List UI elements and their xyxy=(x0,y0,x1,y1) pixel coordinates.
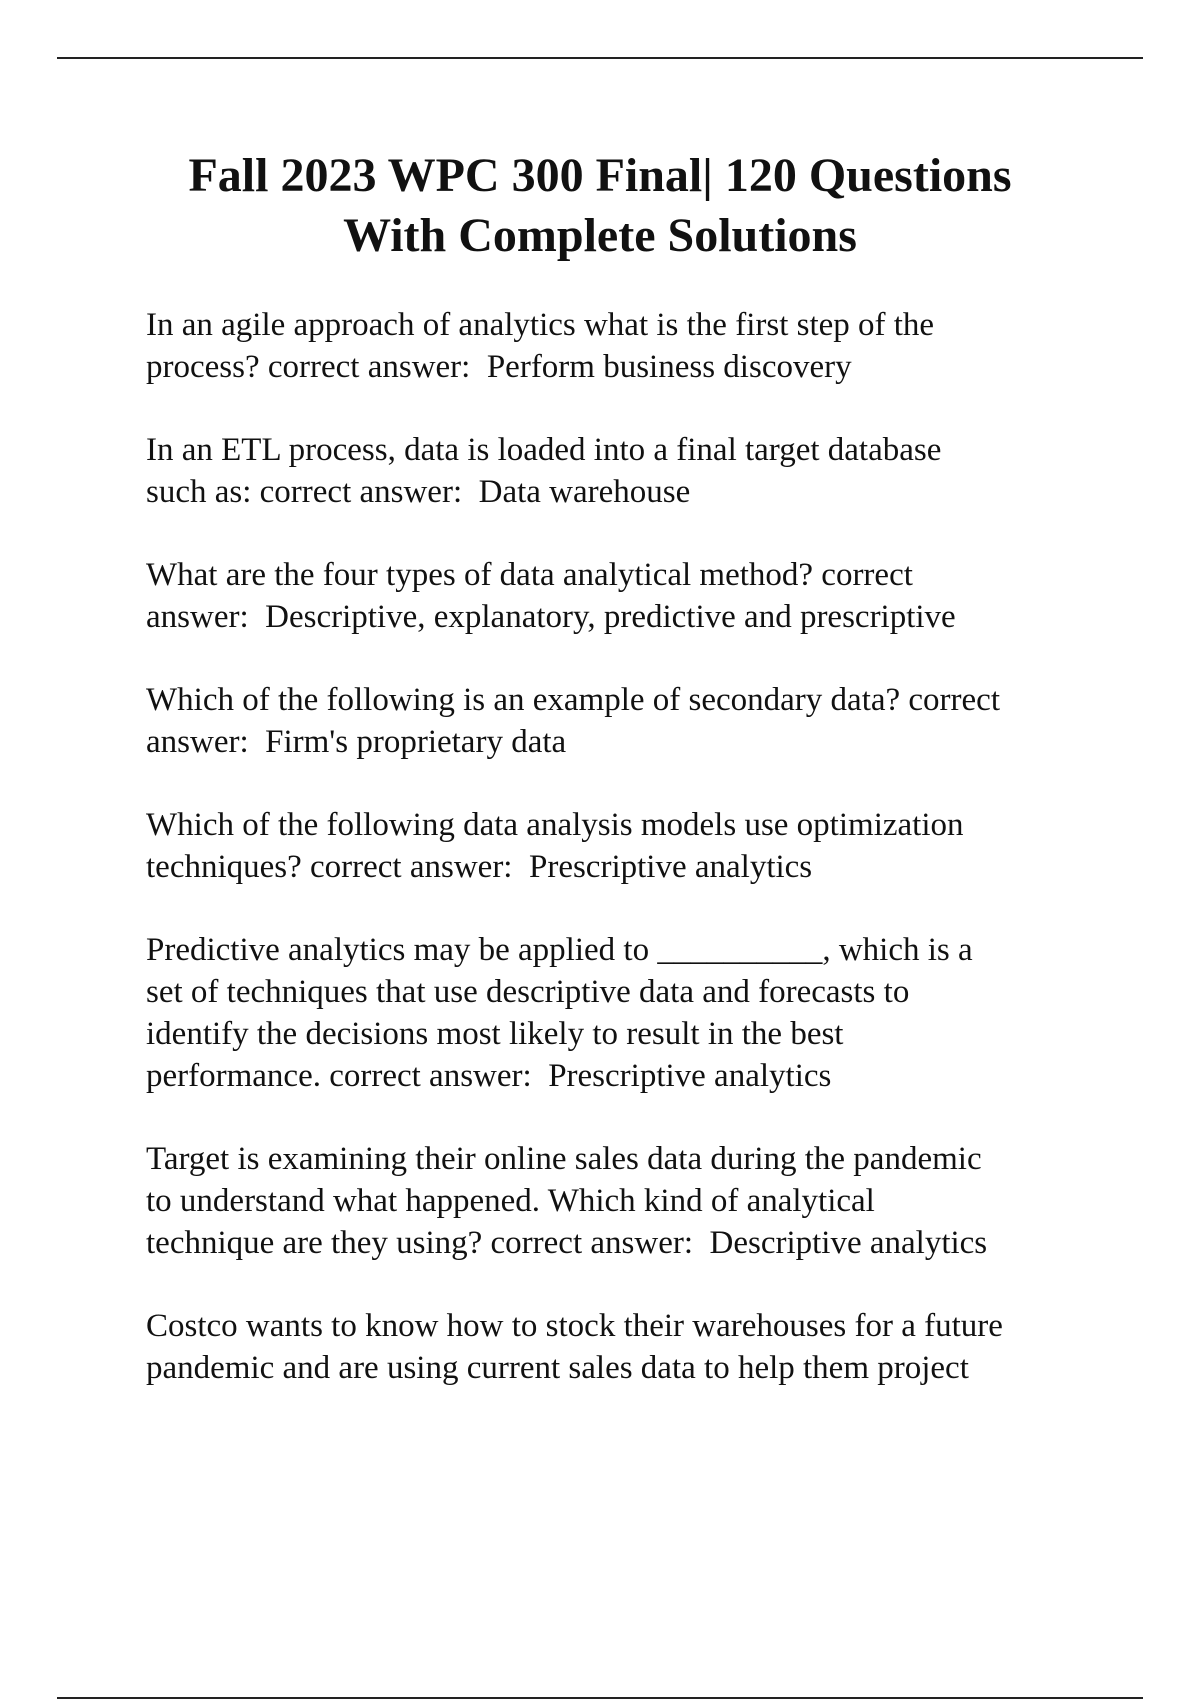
bottom-rule xyxy=(57,1697,1143,1699)
qa-item: Which of the following is an example of secondary data? correct answer: Firm's proprietary data xyxy=(146,682,1000,760)
qa-item: Predictive analytics may be applied to __________, which is a set of techniques that use descriptive data and forecasts to identify the decisions most likely to result in the best performance. correct answer: Prescriptive analytics xyxy=(146,932,973,1094)
qa-item: Costco wants to know how to stock their warehouses for a future pandemic and are using current sales data to help them project xyxy=(146,1308,1003,1386)
qa-item: In an ETL process, data is loaded into a final target database such as: correct answer: Data warehouse xyxy=(146,432,942,510)
document-title xyxy=(100,146,1100,266)
qa-item: Which of the following data analysis models use optimization techniques? correct answer: Prescriptive analytics xyxy=(146,807,964,885)
qa-item: In an agile approach of analytics what is the first step of the process? correct answer: Perform business discovery xyxy=(146,307,935,385)
document-title-line-1: Fall 2023 WPC 300 Final| 120 Questions xyxy=(188,149,1012,202)
document-title-line-2: With Complete Solutions xyxy=(343,209,857,262)
qa-item: Target is examining their online sales data during the pandemic to understand what happened. Which kind of analytical technique are they using? correct answer: Descriptive analytics xyxy=(146,1141,988,1261)
top-rule xyxy=(57,57,1143,59)
qa-item: What are the four types of data analytical method? correct answer: Descriptive, explanatory, predictive and prescriptive xyxy=(146,557,956,635)
question-answer-list xyxy=(146,304,1146,1430)
